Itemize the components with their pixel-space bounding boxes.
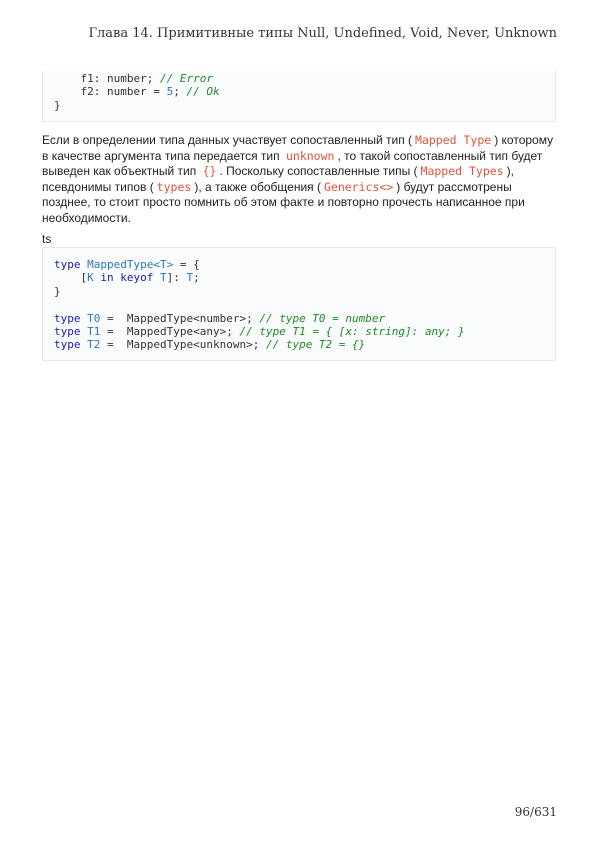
paragraph-text: , то такой сопоставленный тип будет выведен как объектный тип xyxy=(42,148,543,178)
code-line xyxy=(54,258,200,271)
code-keyword: type xyxy=(54,311,81,325)
code-type-param: T xyxy=(186,271,194,285)
code-block-2 xyxy=(42,247,556,361)
inline-code: Mapped Type xyxy=(415,133,492,147)
code-type-name: MappedType xyxy=(87,258,154,271)
code-type-param: K xyxy=(87,271,94,285)
code-line xyxy=(54,85,220,98)
code-text: f1: number; xyxy=(54,72,160,85)
code-comment: // Ok xyxy=(186,85,220,99)
code-keyword: in xyxy=(100,271,114,285)
code-text: ; xyxy=(193,271,200,285)
code-number: 5 xyxy=(166,85,174,99)
code-text: f2: number = xyxy=(54,85,167,99)
code-line xyxy=(54,271,200,284)
code-comment: // type T2 = {} xyxy=(265,338,366,352)
code-comment: // type T0 = number xyxy=(259,311,386,325)
inline-code: Mapped Types xyxy=(420,164,504,178)
code-line: } xyxy=(54,98,61,112)
code-line xyxy=(54,72,213,85)
code-keyword: keyof xyxy=(120,271,154,285)
inline-code: types xyxy=(156,179,192,194)
code-line xyxy=(54,338,365,351)
inline-code: Generics<> xyxy=(323,179,394,194)
code-keyword: type xyxy=(54,258,81,271)
code-text: [ xyxy=(80,271,88,285)
inline-code: {} xyxy=(202,164,217,178)
code-indent xyxy=(54,271,81,284)
code-keyword: type xyxy=(54,338,81,352)
code-text: MappedType<number>; xyxy=(126,311,260,325)
code-text: ; xyxy=(173,85,187,99)
code-text: ]: xyxy=(166,271,187,285)
code-type-name: T1 xyxy=(87,325,101,339)
inline-code: unknown xyxy=(285,148,335,163)
code-type-name: T2 xyxy=(87,338,101,352)
code-comment: // Error xyxy=(159,72,213,85)
code-text: MappedType<unknown>; xyxy=(126,338,266,352)
body-paragraph xyxy=(42,133,562,226)
page-number: 96/631 xyxy=(514,805,557,819)
code-text: = { xyxy=(173,258,200,271)
code-text: MappedType<any>; xyxy=(126,325,240,339)
paragraph-text: ), псевдонимы типов ( xyxy=(42,164,514,194)
paragraph-text: Если в определении типа данных участвует сопоставленный тип ( xyxy=(42,133,413,147)
code-type-name: T0 xyxy=(87,311,101,325)
code-line: } xyxy=(54,284,61,298)
paragraph-text: ), а также обобщения ( xyxy=(194,179,321,194)
code-comment: // type T1 = { [x: string]: any; } xyxy=(239,325,465,339)
paragraph-text: ) которому в качестве аргумента типа передается тип xyxy=(42,133,554,163)
code-text: = xyxy=(100,311,127,325)
code-keyword: type xyxy=(54,325,81,339)
code-type-param: T xyxy=(160,271,167,285)
code-line xyxy=(54,312,385,325)
paragraph-text: . Поскольку сопоставленные типы ( xyxy=(219,164,418,178)
code-line xyxy=(54,325,465,338)
code-language-label: ts xyxy=(42,232,52,246)
code-block-1 xyxy=(42,71,556,122)
chapter-header: Глава 14. Примитивные типы Null, Undefined, Void, Never, Unknown xyxy=(88,26,557,41)
paragraph-text: ) будут рассмотрены позднее, то стоит просто помнить об этом факте и повторно прочесть написанное при необходимости. xyxy=(42,179,525,225)
code-generic: <T> xyxy=(153,258,174,271)
code-text: = xyxy=(100,338,127,352)
code-text: = xyxy=(100,325,127,339)
